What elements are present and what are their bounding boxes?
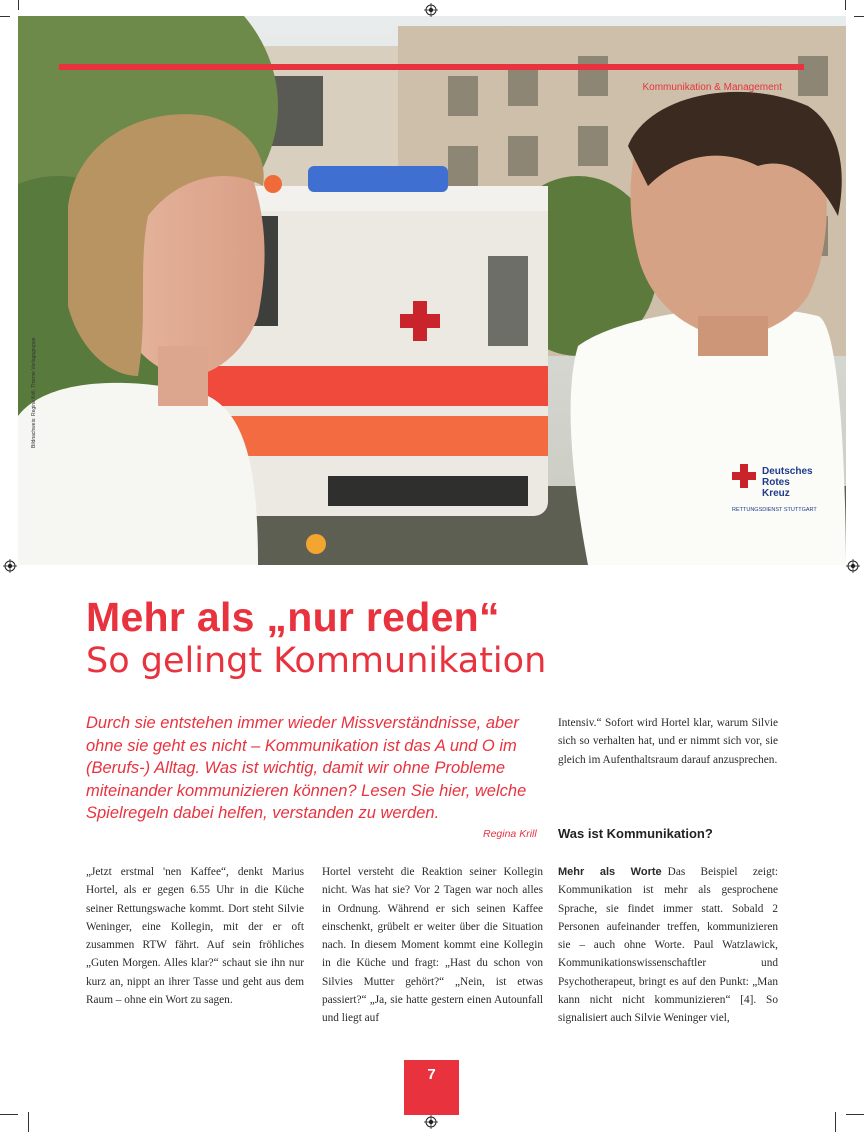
body-column-2: Hortel versteht die Reaktion seiner Kollegin nicht. Was hat sie? Vor 2 Tagen war noch alles in Ordnung. Während er sich seinen Kaffee einschenkt, grübelt er weiter über die Situation nach. In diesem Moment kommt eine Kollegin in die Küche und fragt: „Hast du schon von Silvies Mutter gehört?“ „Nein, ist etwas passiert?“ „Ja, sie hatte gestern einen Autounfall und liegt auf <box>322 866 543 1025</box>
drk-logo-line3: Kreuz <box>762 488 790 499</box>
article-lead: Durch sie entstehen immer wieder Missverständnisse, aber ohne sie geht es nicht – Kommunikation ist das A und O im (Berufs-) Alltag. Was ist wichtig, damit wir ohne Probleme miteinander kommunizieren können? Lesen Sie hier, welche Spielregeln dabei helfen, verstanden zu werden. <box>86 714 527 822</box>
article-photo <box>18 16 846 565</box>
runin-heading: Mehr als Worte <box>558 866 662 878</box>
crop-mark <box>846 1114 864 1115</box>
registration-mark-icon <box>846 559 860 573</box>
article-author: Regina Krill <box>483 828 537 840</box>
body-column-3-top: Intensiv.“ Sofort wird Hortel klar, warum Silvie sich so verhalten hat, und er nimmt sich vor, sie gleich im Aufenthaltsraum darauf anzusprechen. <box>558 717 778 766</box>
body-column-3 <box>558 863 778 1028</box>
photo-credit-line <box>31 447 37 448</box>
section-heading: Was ist Kommunikation? <box>558 826 713 841</box>
crop-mark <box>835 1112 836 1132</box>
crop-mark <box>0 16 10 17</box>
photo-illustration <box>18 16 846 565</box>
header-red-bar <box>59 64 804 70</box>
drk-logo-line4: RETTUNGSDIENST STUTTGART <box>732 507 817 513</box>
article-title: Mehr als „nur reden“ <box>86 594 500 640</box>
body-column-1: „Jetzt erstmal 'nen Kaffee“, denkt Marius Hortel, als er gegen 6.55 Uhr in die Küche seiner Rettungswache kommt. Dort steht Silvie Weninger, eine Kollegin, mit der er oft zusammen RTW fährt. Auf sein fröhliches „Guten Morgen. Alles klar?“ schaut sie ihn nur kurz an, nippt an ihrer Tasse und geht aus dem Raum – ohne ein Wort zu sagen. <box>86 866 304 1007</box>
registration-mark-icon <box>3 559 17 573</box>
registration-mark-icon <box>424 1115 438 1129</box>
crop-mark <box>845 0 846 10</box>
body-column-3-text: Das Beispiel zeigt: Kommunikation ist mehr als gesprochene Sprache, sie findet immer statt. Sobald 2 Personen aufeinander treffen, kommunizieren sie – auch ohne Worte. Paul Watzlawick, Kommunikationswissenschaftler und Psychotherapeut, bringt es auf den Punkt: „Man kann nicht nicht kommunizieren“ [4]. So signalisiert auch Silvie Weninger viel, <box>558 866 778 1025</box>
registration-mark-icon <box>424 3 438 17</box>
crop-mark <box>28 1112 29 1132</box>
crop-mark <box>854 16 864 17</box>
crop-mark <box>18 0 19 10</box>
drk-logo-line2: Rotes <box>762 477 790 488</box>
page-number: 7 <box>404 1060 459 1115</box>
section-label: Kommunikation & Management <box>642 82 782 93</box>
photo-credit <box>31 447 37 448</box>
article-subtitle: So gelingt Kommunikation <box>86 641 547 681</box>
crop-mark <box>0 1114 18 1115</box>
drk-logo-line1: Deutsches <box>762 466 813 477</box>
